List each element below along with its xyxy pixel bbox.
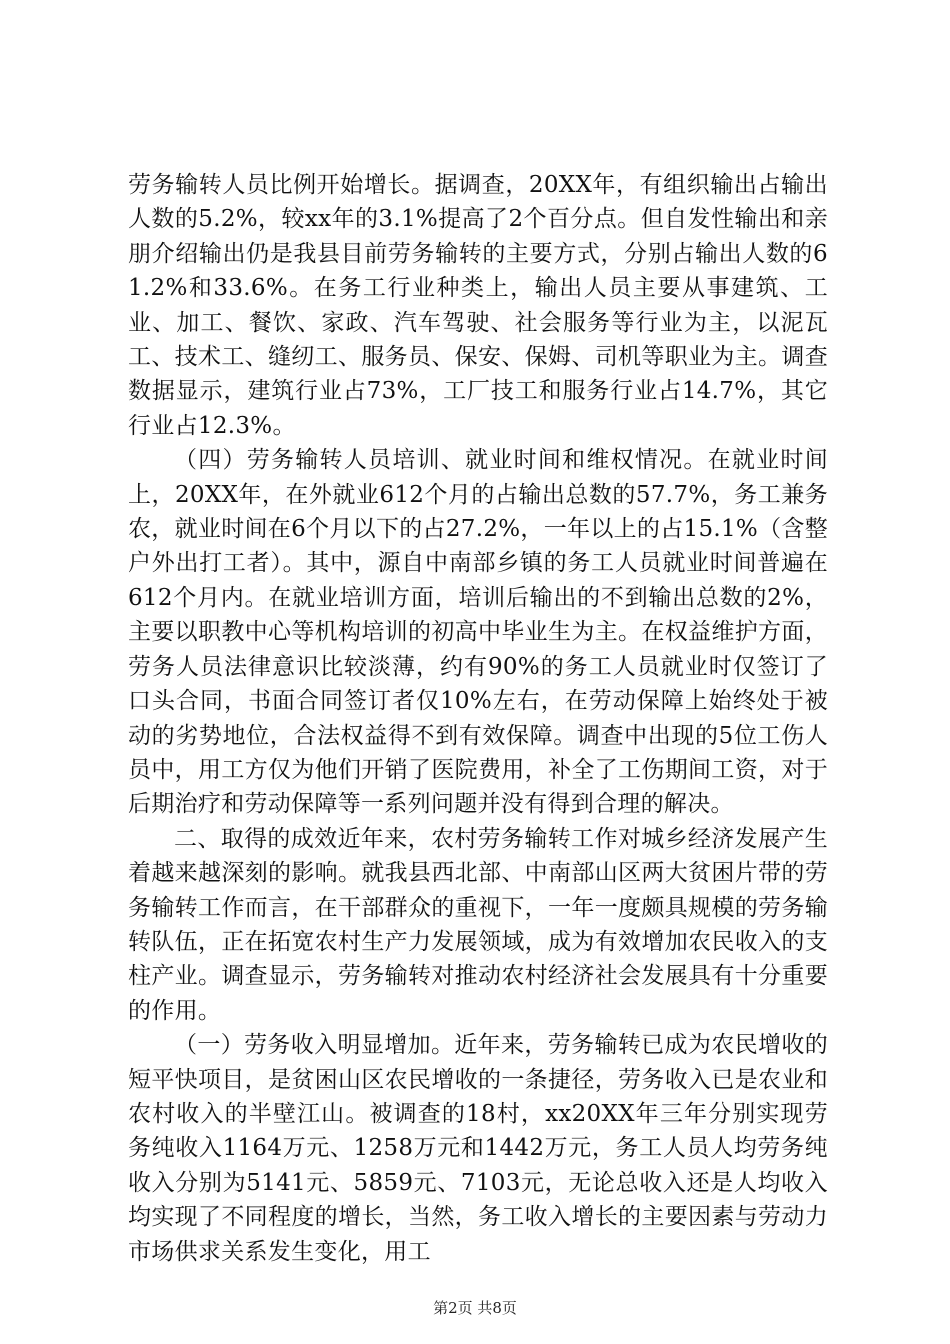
paragraph-training-employment-rights: （四）劳务输转人员培训、就业时间和维权情况。在就业时间上，20XX年，在外就业612个月的占输出总数的57.7%，务工兼务农，就业时间在6个月以下的占27.2%，一年以上的占15.1%（含整户外出打工者）。其中，源自中南部乡镇的务工人员就业时间普遍在612个月内。在就业培训方面，培训后输出的不到输出总数的2%，主要以职教中心等机构培训的初高中毕业生为主。在权益维护方面，劳务人员法律意识比较淡薄，约有90%的务工人员就业时仅签订了口头合同，书面合同签订者仅10%左右，在劳动保障上始终处于被动的劣势地位，合法权益得不到有效保障。调查中出现的5位工伤人员中，用工方仅为他们开销了医院费用，补全了工伤期间工资，对于后期治疗和劳动保障等一系列问题并没有得到合理的解决。	[128, 447, 828, 818]
paragraph-labor-transfer-ratio: 劳务输转人员比例开始增长。据调查，20XX年，有组织输出占输出人数的5.2%，较xx年的3.1%提高了2个百分点。但自发性输出和亲朋介绍输出仍是我县目前劳务输转的主要方式，分别占输出人数的61.2%和33.6%。在务工行业种类上，输出人员主要从事建筑、工业、加工、餐饮、家政、汽车驾驶、社会服务等行业为主，以泥瓦工、技术工、缝纫工、服务员、保安、保姆、司机等职业为主。调查数据显示，建筑行业占73%，工厂技工和服务行业占14.7%，其它行业占12.3%。	[128, 172, 828, 439]
paragraph-income-increase: （一）劳务收入明显增加。近年来，劳务输转已成为农民增收的短平快项目，是贫困山区农民增收的一条捷径，劳务收入已是农业和农村收入的半壁江山。被调查的18村，xx20XX年三年分别实现劳务纯收入1164万元、1258万元和1442万元，务工人员人均劳务纯收入分别为5141元、5859元、7103元，无论总收入还是人均收入均实现了不同程度的增长，当然，务工收入增长的主要因素与劳动力市场供求关系发生变化，用工	[128, 1032, 828, 1265]
paragraph-achievements: 二、取得的成效近年来，农村劳务输转工作对城乡经济发展产生着越来越深刻的影响。就我县西北部、中南部山区两大贫困片带的劳务输转工作而言，在干部群众的重视下，一年一度颇具规模的劳务输转队伍，正在拓宽农村生产力发展领域，成为有效增加农民收入的支柱产业。调查显示，劳务输转对推动农村经济社会发展具有十分重要的作用。	[128, 825, 828, 1024]
document-body	[128, 168, 828, 1269]
page-number-footer: 第2页 共8页	[433, 1299, 517, 1317]
